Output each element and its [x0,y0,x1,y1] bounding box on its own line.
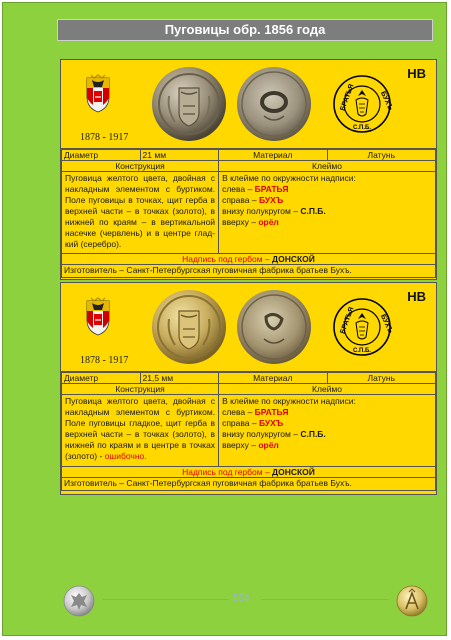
mark-line: внизу полукругом – С.П.Б. [222,206,326,216]
diameter-label: Диаметр [62,373,141,384]
maker-text: Изготовитель – Санкт-Петербургская пуговичная фабрика братьев Бухъ. [62,265,436,278]
page [2,2,447,636]
spec-row [62,373,436,384]
diameter-label: Диаметр [62,150,141,161]
button-card-1 [60,59,437,280]
description-row [62,395,436,467]
inscription-row [62,467,436,478]
inscription-row [62,254,436,265]
description-row [62,172,436,254]
mark-line: В клейме по окружности надписи: [222,396,356,406]
mark-header: Клеймо [219,384,436,395]
mark-line: внизу полукругом – С.П.Б. [222,429,326,439]
inscription: Надпись под гербом – ДОНСКОЙ [62,467,436,478]
construction-header: Конструкция [62,161,219,172]
rarity-badge: НВ [407,66,426,81]
button-card-2 [60,282,437,495]
construction-note: ошибочно. [104,451,147,461]
production-years: 1878 - 1917 [80,132,129,143]
mark-line: слева – БРАТЬЯ [222,184,289,194]
material-value: Латунь [327,150,435,161]
construction-text-body: Пуговица желтого цвета, двойная с накладным элементом с буртиком. Поле пуговицы в точках, щит герба в верхней части – в точках (золото), в нижней по краям – в вертикальной насечке (червлень) и в центре глад-кий (серебро). [65,173,216,249]
maker-row [62,265,436,278]
mark-text [219,395,436,467]
coat-of-arms-icon [83,298,113,336]
mark-line: вверху – орёл [222,440,279,450]
maker-row [62,478,436,491]
footer-line-left [103,599,229,600]
construction-text [62,172,219,254]
diameter-value: 21,5 мм [140,373,219,384]
stamp-text-bottom: С.П.Б. [353,348,371,354]
button-front-photo [151,289,227,365]
page-title: Пуговицы обр. 1856 года [57,19,433,41]
stamp-text-right: БУХЪ [378,313,394,335]
mark-header: Клеймо [219,161,436,172]
stamp-text-left: БРАТЬЯ [339,83,356,112]
footer-line-right [261,599,389,600]
coat-of-arms-icon [83,75,113,113]
mark-line: справа – БУХЪ [222,418,284,428]
button-back-photo [236,289,312,365]
photo-row [61,60,436,149]
construction-text-body: Пуговица желтого цвета, двойная с накладным элементом с буртиком. Поле пуговицы гладкое, щит герба в верхней части – в точках (золото), в нижней по краям и в центре в точках (золото) - [65,396,216,461]
spec-table [61,372,436,491]
stamp-text-left: БРАТЬЯ [339,306,356,335]
mark-line: В клейме по окружности надписи: [222,173,356,183]
mark-line: слева – БРАТЬЯ [222,407,289,417]
inscription: Надпись под гербом – ДОНСКОЙ [62,254,436,265]
mark-line: вверху – орёл [222,217,279,227]
double-eagle-medal-icon [63,585,95,617]
photo-row [61,283,436,372]
maker-stamp-icon [332,74,392,134]
maker-text: Изготовитель – Санкт-Петербургская пуговичная фабрика братьев Бухъ. [62,478,436,491]
material-value: Латунь [327,373,435,384]
material-label: Материал [219,373,327,384]
stamp-text-bottom: С.П.Б. [353,125,371,131]
button-front-photo [151,66,227,142]
button-back-photo [236,66,312,142]
stamp-text-right: БУХЪ [378,90,394,112]
diameter-value: 21 мм [140,150,219,161]
mark-text [219,172,436,254]
mark-line: справа – БУХЪ [222,195,284,205]
spec-row [62,150,436,161]
maker-stamp-icon [332,297,392,357]
section-header-row [62,161,436,172]
rarity-badge: НВ [407,289,426,304]
production-years: 1878 - 1917 [80,355,129,366]
construction-text [62,395,219,467]
section-header-row [62,384,436,395]
construction-header: Конструкция [62,384,219,395]
monogram-medal-icon [396,585,428,617]
material-label: Материал [219,150,327,161]
page-number: 554 [233,593,250,604]
spec-table [61,149,436,278]
